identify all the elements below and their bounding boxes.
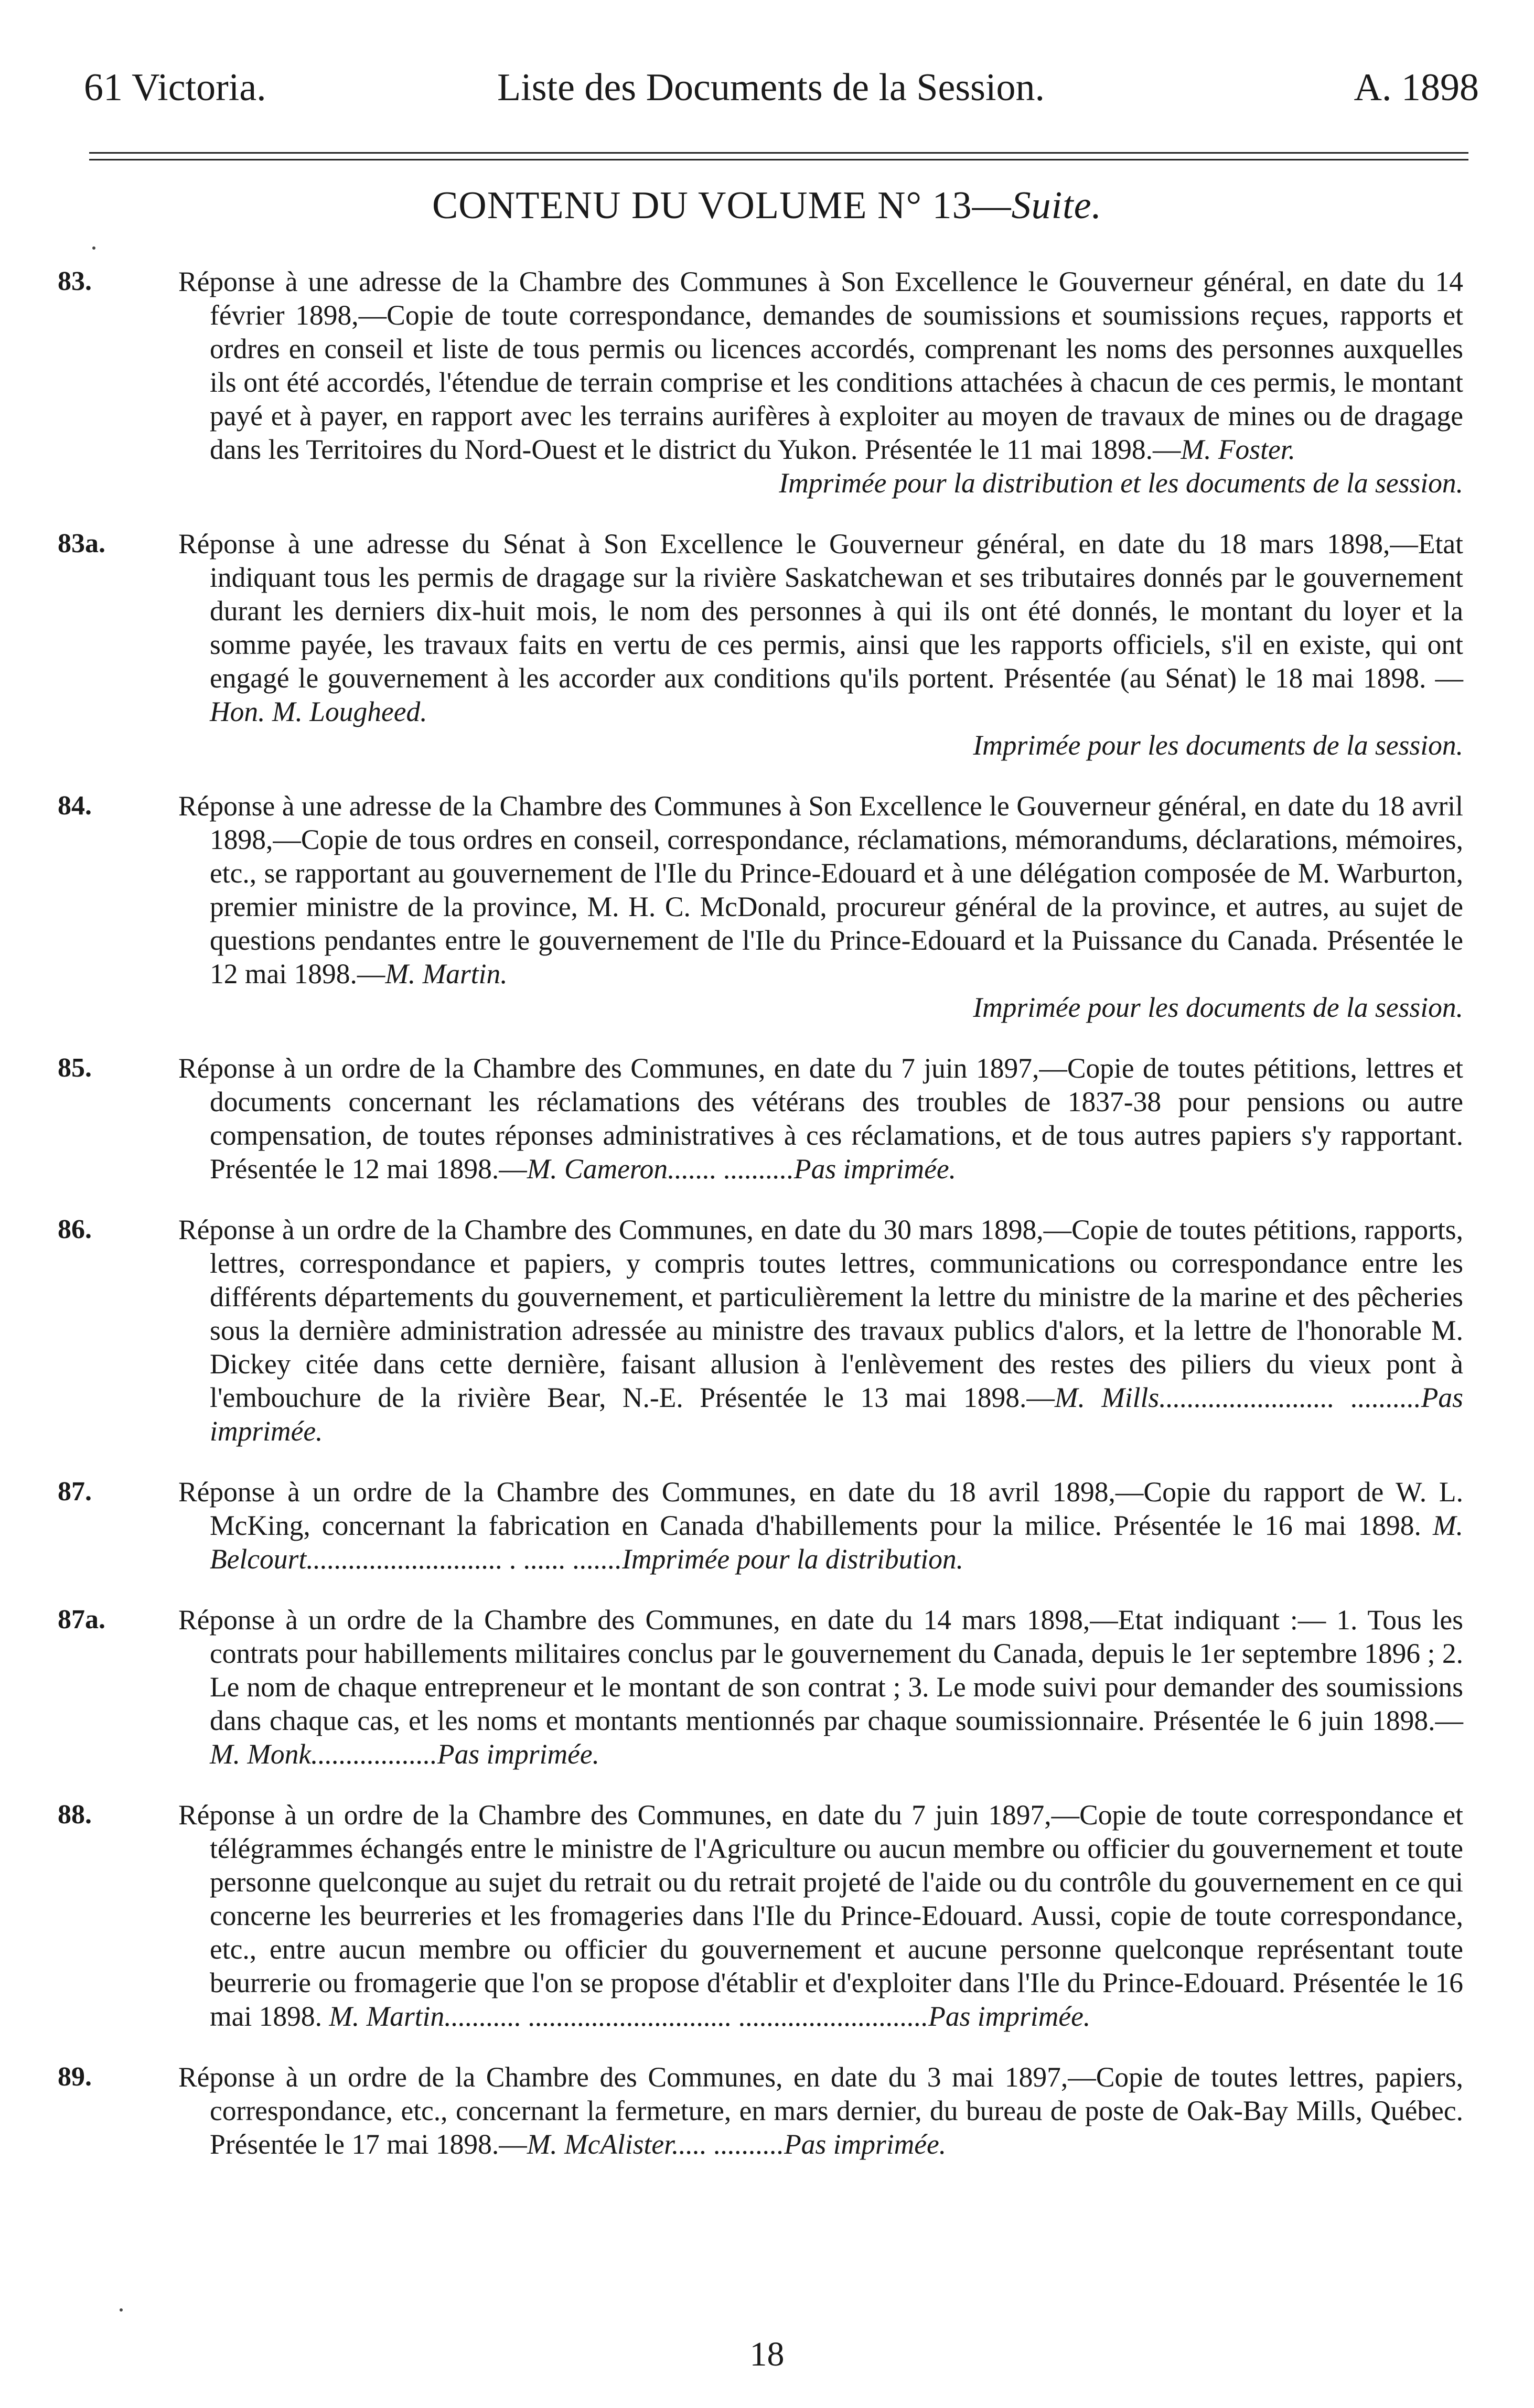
- entry-number: 86.: [58, 1214, 92, 1244]
- entry-status: Imprimée pour les documents de la session.: [973, 992, 1463, 1023]
- entry-number: 87.: [58, 1477, 92, 1507]
- entry-number: 88.: [58, 1800, 92, 1830]
- entry-number: 89.: [58, 2062, 92, 2092]
- entry-text: [178, 1475, 1463, 1576]
- entry-83: [0, 265, 1534, 500]
- entry-status: Imprimée pour les documents de la session.: [973, 729, 1463, 761]
- entry-text: [178, 1051, 1463, 1186]
- header-year: A. 1898: [1354, 66, 1479, 109]
- entry-number: 83a.: [58, 529, 105, 558]
- entry-member: M. Martin........... ............................. ...........................: [329, 2001, 929, 2032]
- volume-title-main: CONTENU DU VOLUME N° 13—: [432, 184, 1012, 227]
- page-number: 18: [749, 2335, 785, 2373]
- entry-88: [0, 1798, 1534, 2033]
- entry-status: Pas imprimée.: [210, 1382, 1463, 1447]
- entry-description: Réponse à un ordre de la Chambre des Communes, en date du 7 juin 1897,—Copie de toutes pétitions, lettres et documents concernant les réclamations des vétérans des troubles de 1837-38 pour pensions ou autre compensation, de toutes réponses administratives à ces réclamations, et de tous autres papiers s'y rapportant. Présentée le 12 mai 1898.—: [178, 1052, 1463, 1185]
- ink-speck: [120, 2308, 123, 2312]
- entry-number: 85.: [58, 1053, 92, 1083]
- header-double-rule: [89, 152, 1468, 160]
- entry-text: [178, 2060, 1463, 2161]
- entry-description: Réponse à un ordre de la Chambre des Communes, en date du 14 mars 1898,—Etat indiquant :— 1. Tous les contrats pour habillements militaires conclus par le gouvernement du Canada, depuis le 1er septembre 1896 ; 2. Le nom de chaque entrepreneur et le montant de son contrat ; 3. Le mode suivi pour demander des soumissions dans chaque cas, et les noms et montants mentionnés par chaque soumissionnaire. Présentée le 6 juin 1898.—: [178, 1604, 1463, 1736]
- running-header: [63, 64, 1479, 111]
- entry-83a: [0, 527, 1534, 762]
- entry-description: Réponse à une adresse du Sénat à Son Excellence le Gouverneur général, en date du 18 mars 1898,—Etat indiquant tous les permis de dragage sur la rivière Saskatchewan et ses tributaires donnés par le gouvernement durant les derniers dix-huit mois, le nom des personnes à qui ils ont été donnés, le montant du loyer et la somme payée, les travaux faits en vertu de ces permis, ainsi que les rapports officiels, s'il en existe, qui ont engagé le gouvernement à les accorder aux conditions qu'ils portent. Présentée (au Sénat) le 18 mai 1898. —: [178, 528, 1463, 694]
- entry-85: [0, 1051, 1534, 1186]
- entry-text: [178, 1603, 1463, 1771]
- entry-description: Réponse à une adresse de la Chambre des Communes à Son Excellence le Gouverneur général, en date du 14 février 1898,—Copie de toute correspondance, demandes de soumissions et soumissions reçues, rapports et ordres en conseil et liste de tous permis ou licences accordés, comprenant les noms des personnes auxquelles ils ont été accordés, l'étendue de terrain comprise et les conditions attachées à chacun de ces permis, le montant payé et à payer, en rapport avec les terrains aurifères à exploiter au moyen de travaux de mines ou de dragage dans les Territoires du Nord-Ouest et le district du Yukon. Présentée le 11 mai 1898.—: [178, 266, 1463, 465]
- document-list: [0, 265, 1534, 2188]
- entry-status: Imprimée pour la distribution.: [622, 1543, 964, 1575]
- entry-member: M. McAlister..... ..........: [527, 2128, 785, 2160]
- header-title: Liste des Documents de la Session.: [497, 66, 1045, 109]
- entry-text: [178, 789, 1463, 991]
- entry-84: [0, 789, 1534, 1024]
- entry-87: [0, 1475, 1534, 1576]
- volume-title: [0, 184, 1534, 228]
- entry-member: M. Belcourt............................ . ...... .......: [210, 1510, 1463, 1575]
- entry-member: Hon. M. Lougheed.: [210, 696, 427, 727]
- entry-text: [178, 265, 1463, 466]
- entry-86: [0, 1213, 1534, 1448]
- entry-text: [178, 1213, 1463, 1448]
- entry-status: Imprimée pour la distribution et les documents de la session.: [779, 467, 1463, 499]
- entry-member: M. Cameron....... ..........: [527, 1153, 794, 1185]
- entry-status: Pas imprimée.: [784, 2128, 947, 2160]
- entry-number: 83.: [58, 266, 92, 296]
- ink-speck: [92, 246, 95, 250]
- entry-description: Réponse à un ordre de la Chambre des Communes, en date du 7 juin 1897,—Copie de toute correspondance et télégrammes échangés entre le ministre de l'Agriculture ou aucun membre ou officier du gouvernement et toute personne quelconque au sujet du retrait ou du retrait projeté de l'aide ou du contrôle du gouvernement en ce qui concerne les beurreries et les fromageries dans l'Ile du Prince-Edouard. Aussi, copie de toute correspondance, etc., entre aucun membre ou officier du gouvernement et aucune personne quelconque représentant toute beurrerie ou fromagerie que l'on se propose d'établir et d'exploiter dans l'Ile du Prince-Edouard. Présentée le 16 mai 1898.: [178, 1799, 1463, 2032]
- entry-description: Réponse à un ordre de la Chambre des Communes, en date du 3 mai 1897,—Copie de toutes lettres, papiers, correspondance, etc., concernant la fermeture, en mars dernier, du bureau de poste de Oak-Bay Mills, Québec. Présentée le 17 mai 1898.—: [178, 2061, 1463, 2160]
- volume-title-suite: Suite.: [1011, 184, 1102, 227]
- entry-member: M. Mills......................... ..........: [1054, 1382, 1421, 1413]
- entry-member: M. Martin.: [385, 958, 508, 990]
- entry-text: [178, 527, 1463, 728]
- entry-status: Pas imprimée.: [928, 2001, 1091, 2032]
- entry-description: Réponse à une adresse de la Chambre des Communes à Son Excellence le Gouverneur général, en date du 18 avril 1898,—Copie de tous ordres en conseil, correspondance, réclamations, mémorandums, déclarations, mémoires, etc., se rapportant au gouvernement de l'Ile du Prince-Edouard et à une délégation composée de M. Warburton, premier ministre de la province, M. H. C. McDonald, procureur général de la province, et autres, au sujet de questions pendantes entre le gouvernement de l'Ile du Prince-Edouard et la Puissance du Canada. Présentée le 12 mai 1898.—: [178, 790, 1463, 990]
- entry-number: 84.: [58, 791, 92, 821]
- entry-87a: [0, 1603, 1534, 1771]
- entry-description: Réponse à un ordre de la Chambre des Communes, en date du 18 avril 1898,—Copie du rapport de W. L. McKing, concernant la fabrication en Canada d'habillements pour la milice. Présentée le 16 mai 1898.: [178, 1476, 1463, 1541]
- entry-member: M. Monk..................: [210, 1738, 437, 1770]
- entry-number: 87a.: [58, 1605, 105, 1635]
- entry-status: Pas imprimée.: [793, 1153, 956, 1185]
- entry-status: Pas imprimée.: [437, 1738, 599, 1770]
- entry-member: M. Foster.: [1181, 434, 1295, 465]
- entry-89: [0, 2060, 1534, 2161]
- entry-text: [178, 1798, 1463, 2033]
- header-regnal-year: 61 Victoria.: [84, 66, 266, 109]
- entry-description: Réponse à un ordre de la Chambre des Communes, en date du 30 mars 1898,—Copie de toutes pétitions, rapports, lettres, correspondance et papiers, y compris toutes lettres, communications ou correspondance entre les différents départements du gouvernement, et particulièrement la lettre du ministre de la marine et des pêcheries sous la dernière administration adressée au ministre des travaux publics d'alors, et la lettre de l'honorable M. Dickey citée dans cette dernière, faisant allusion à l'enlèvement des restes des piliers du vieux pont à l'embouchure de la rivière Bear, N.-E. Présentée le 13 mai 1898.—: [178, 1214, 1463, 1413]
